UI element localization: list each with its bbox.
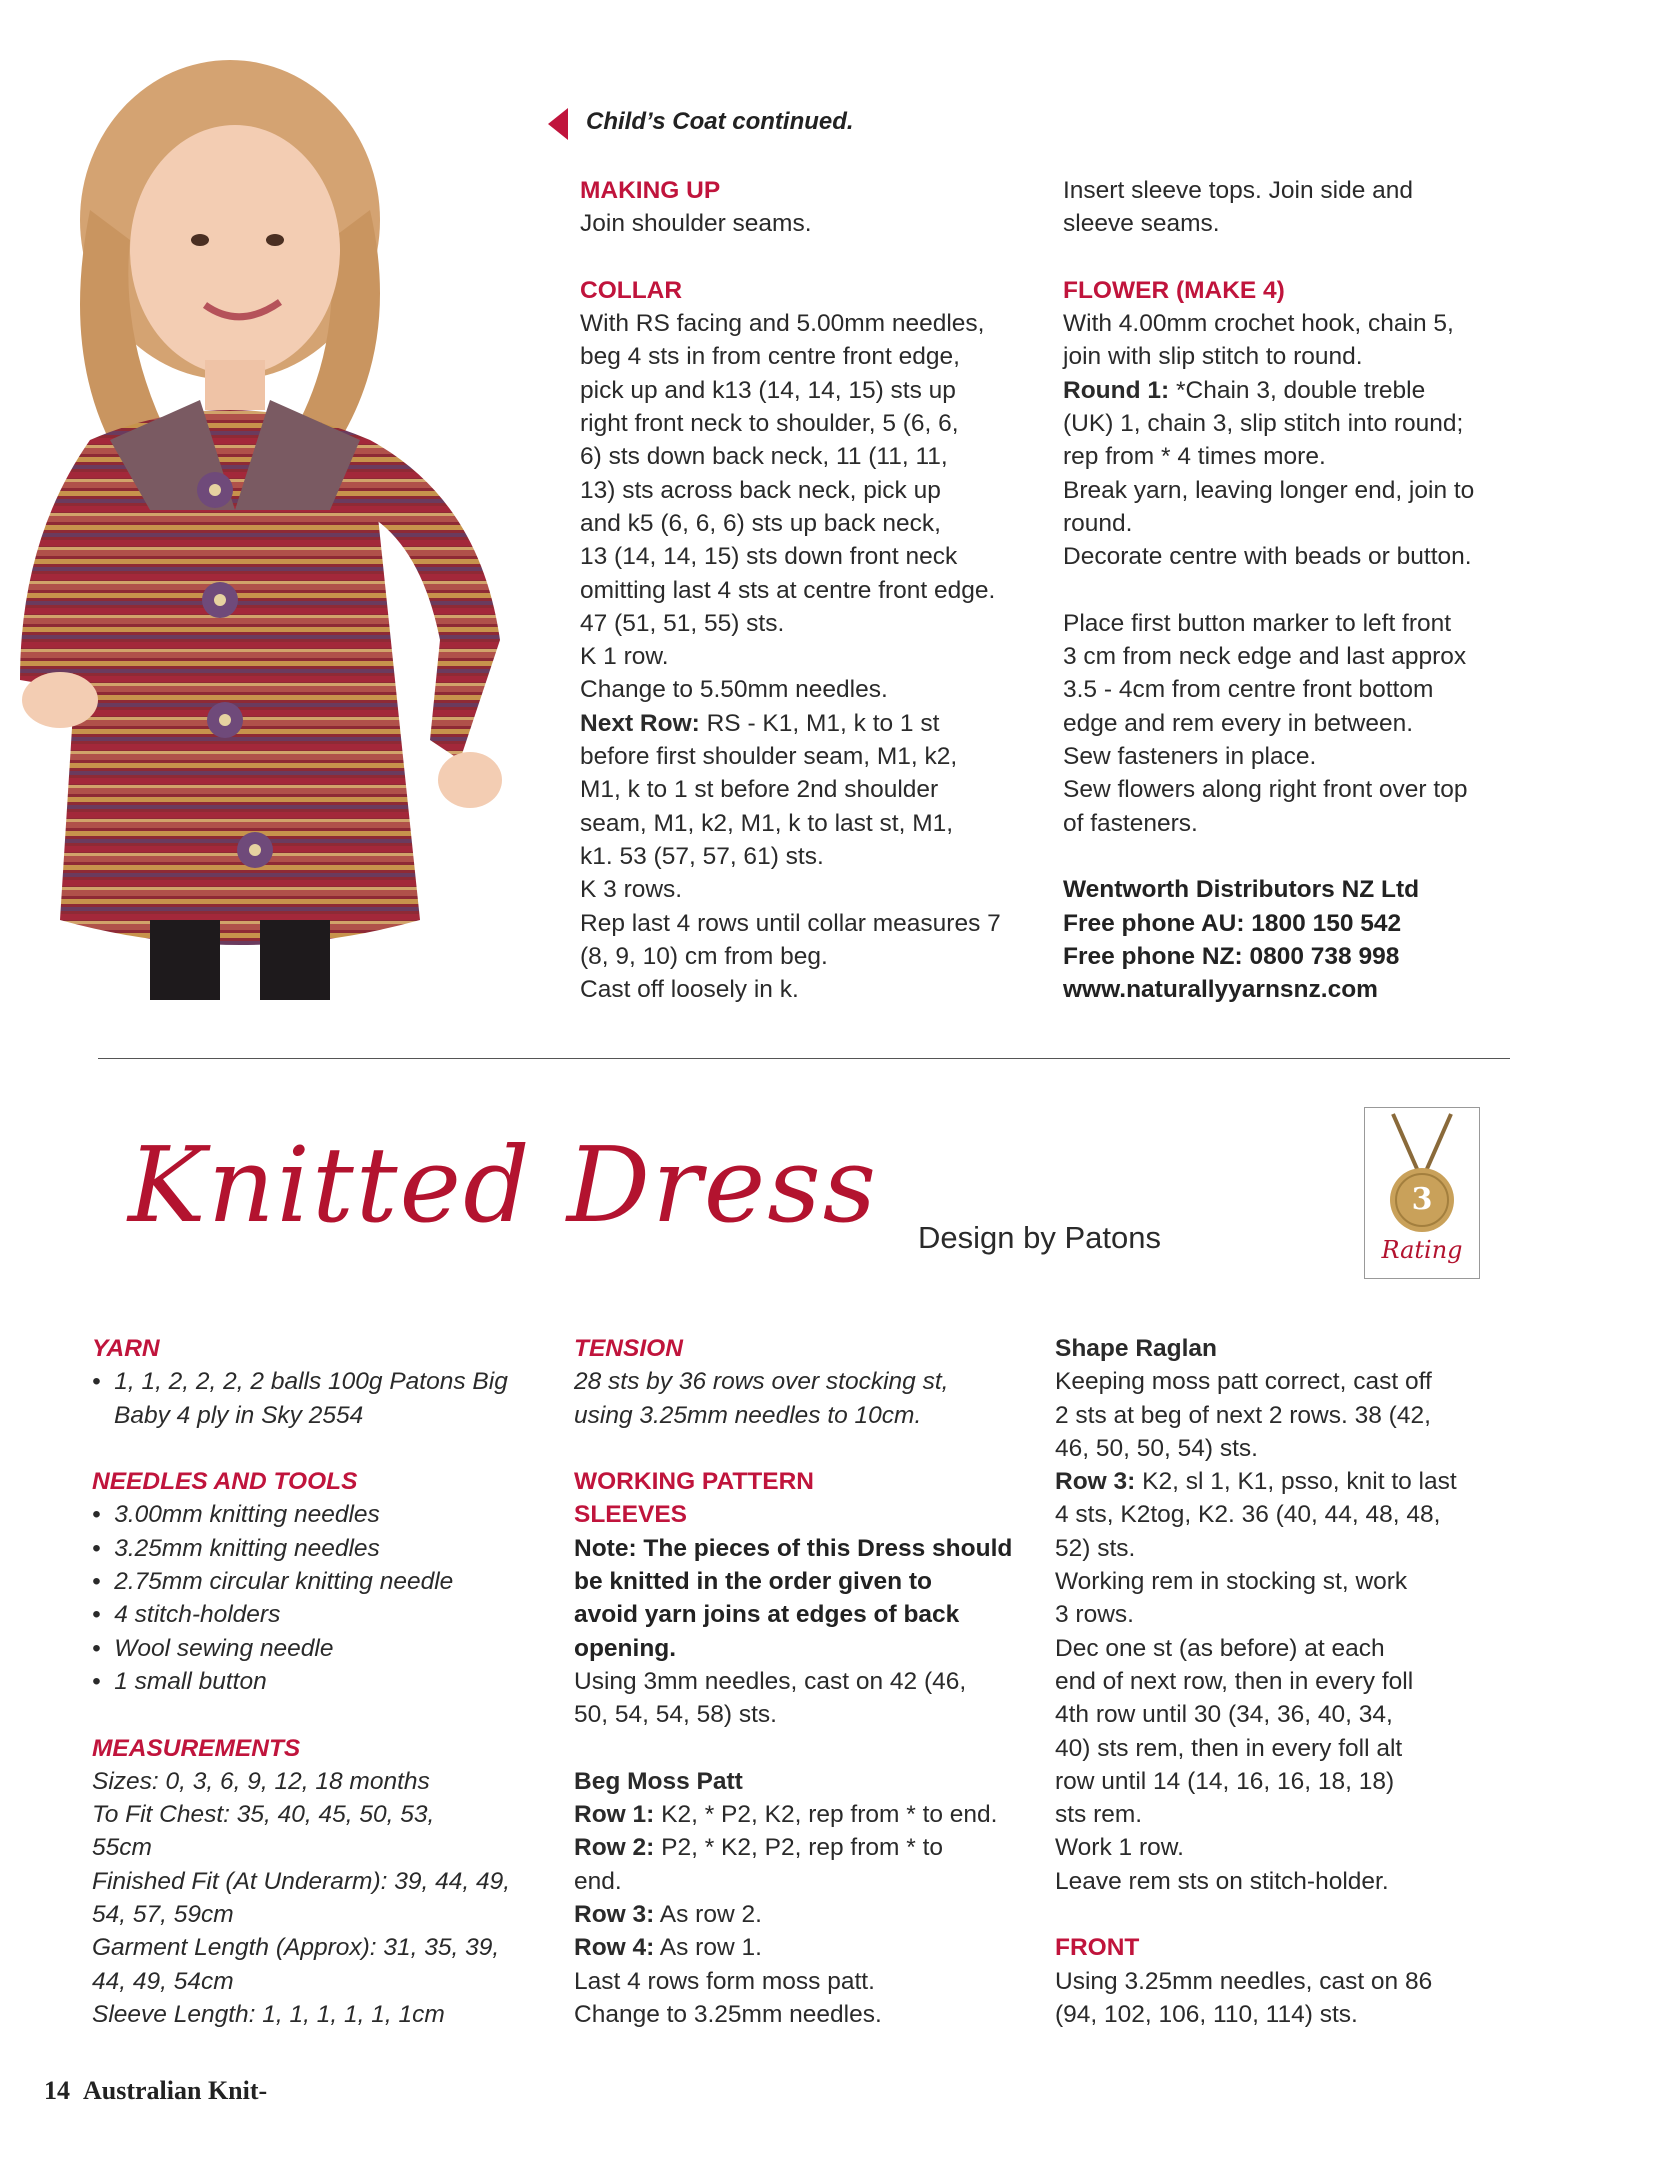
distributor-name: Wentworth Distributors NZ Ltd [1063,876,1420,904]
collar-line: 13) sts across back neck, pick up [580,476,941,504]
distributor-website[interactable]: www.naturallyyarnsnz.com [1063,976,1378,1004]
rating-label: Rating [1381,1236,1463,1264]
collar-line: Cast off loosely in k. [580,976,799,1004]
buttons-line: Sew fasteners in place. [1063,743,1317,771]
front-line: (94, 102, 106, 110, 114) sts. [1055,2000,1358,2028]
measurements-line: Garment Length (Approx): 31, 35, 39, [92,1934,500,1962]
raglan-line: sts rem. [1055,1801,1143,1829]
measurements-line: 55cm [92,1834,152,1862]
front-heading: FRONT [1055,1934,1140,1962]
measurements-heading: MEASUREMENTS [92,1734,301,1762]
raglan-line: Dec one st (as before) at each [1055,1634,1385,1662]
continued-arrow-icon [548,108,568,140]
dress-column-3 [1055,1332,1545,2031]
collar-line: before first shoulder seam, M1, k2, [580,743,958,771]
raglan-line: 52) sts. [1055,1534,1136,1562]
note-line: be knitted in the order given to [574,1568,933,1596]
collar-line: pick up and k13 (14, 14, 15) sts up [580,376,956,404]
rating-number: 3 [1411,1182,1433,1217]
collar-line: 13 (14, 14, 15) sts down front neck [580,543,958,571]
raglan-line: 46, 50, 50, 54) sts. [1055,1434,1258,1462]
buttons-line: 3.5 - 4cm from centre front bottom [1063,676,1434,704]
moss-row-2: Row 2: P2, * K2, P2, rep from * to [574,1834,944,1862]
collar-line: omitting last 4 sts at centre front edge. [580,576,996,604]
flower-line: Decorate centre with beads or button. [1063,543,1472,571]
raglan-line: end of next row, then in every foll [1055,1667,1414,1695]
distributor-phone-au: Free phone AU: 1800 150 542 [1063,909,1402,937]
designer-credit: Design by Patons [918,1220,1161,1255]
measurements-line: Sleeve Length: 1, 1, 1, 1, 1, 1cm [92,2000,445,2028]
round-line: Round 1: *Chain 3, double treble [1063,376,1426,404]
moss-row-3: Row 3: As row 2. [574,1901,762,1929]
moss-end-line: Change to 3.25mm needles. [574,2000,882,2028]
flower-heading: FLOWER (MAKE 4) [1063,276,1285,304]
note-line: Note: The pieces of this Dress should [574,1534,1013,1562]
collar-line: K 1 row. [580,643,669,671]
raglan-row-3: Row 3: K2, sl 1, K1, psso, knit to last [1055,1468,1457,1496]
raglan-line: Working rem in stocking st, work [1055,1568,1408,1596]
cast-line: Using 3mm needles, cast on 42 (46, [574,1667,967,1695]
moss-row-4: Row 4: As row 1. [574,1934,762,1962]
moss-end-line: Last 4 rows form moss patt. [574,1967,875,1995]
raglan-line: 40) sts rem, then in every foll alt [1055,1734,1403,1762]
note-line: opening. [574,1634,677,1662]
working-heading: WORKING PATTERN [574,1468,814,1496]
tension-line: 28 sts by 36 rows over stocking st, [574,1368,949,1396]
raglan-line: 2 sts at beg of next 2 rows. 38 (42, [1055,1401,1431,1429]
flower-line: With 4.00mm crochet hook, chain 5, [1063,310,1454,338]
buttons-line: 3 cm from neck edge and last approx [1063,643,1467,671]
needles-item: • 4 stitch-holders [92,1601,281,1629]
flower-line: round. [1063,509,1133,537]
flower-line: (UK) 1, chain 3, slip stitch into round; [1063,410,1464,438]
round-label: Round 1: [1063,376,1170,404]
next-row-line: Next Row: RS - K1, M1, k to 1 st [580,709,940,737]
measurements-line: Finished Fit (At Underarm): 39, 44, 49, [92,1867,511,1895]
cast-line: 50, 54, 54, 58) sts. [574,1701,777,1729]
note-line: avoid yarn joins at edges of back [574,1601,960,1629]
raglan-line: 4th row until 30 (34, 36, 40, 34, [1055,1701,1393,1729]
raglan-line: 3 rows. [1055,1601,1134,1629]
coat-column-1 [580,174,1040,1006]
collar-line: seam, M1, k2, M1, k to last st, M1, [580,809,954,837]
raglan-line: row until 14 (14, 16, 16, 18, 18) [1055,1767,1395,1795]
collar-line: M1, k to 1 st before 2nd shoulder [580,776,939,804]
raglan-line: Work 1 row. [1055,1834,1184,1862]
flower-line: rep from * 4 times more. [1063,443,1326,471]
collar-line: 6) sts down back neck, 11 (11, 11, [580,443,948,471]
flower-line: join with slip stitch to round. [1063,343,1363,371]
moss-heading: Beg Moss Patt [574,1767,743,1795]
raglan-heading: Shape Raglan [1055,1335,1218,1362]
collar-line: With RS facing and 5.00mm needles, [580,310,985,338]
moss-row-2-cont: end. [574,1867,622,1895]
yarn-item: • 1, 1, 2, 2, 2, 2 balls 100g Patons Big Baby 4 ply in Sky 2554 [92,1368,508,1429]
child-coat-photo [0,40,560,1000]
needles-item: • 3.25mm knitting needles [92,1534,380,1562]
front-line: Using 3.25mm needles, cast on 86 [1055,1967,1433,1995]
continued-label: Child’s Coat continued. [586,108,854,135]
sleeves-line: sleeve seams. [1063,210,1220,238]
rating-yarn-icon [1365,1108,1479,1238]
collar-line: k1. 53 (57, 57, 61) sts. [580,842,824,870]
measurements-line: To Fit Chest: 35, 40, 45, 50, 53, [92,1801,435,1829]
sleeves-heading: SLEEVES [574,1501,688,1529]
collar-line: K 3 rows. [580,876,683,904]
buttons-line: Sew flowers along right front over top [1063,776,1468,804]
measurements-line: 54, 57, 59cm [92,1901,234,1929]
making-up-heading: MAKING UP [580,177,721,204]
publication-name: Australian Knit- [83,2076,268,2105]
dress-title: Knitted Dress [128,1124,879,1246]
needles-item: • Wool sewing needle [92,1634,334,1662]
buttons-line: Place first button marker to left front [1063,609,1452,637]
tension-heading: TENSION [574,1335,683,1362]
collar-line: and k5 (6, 6, 6) sts up back neck, [580,509,941,537]
buttons-line: of fasteners. [1063,809,1198,837]
measurements-line: Sizes: 0, 3, 6, 9, 12, 18 months [92,1767,430,1795]
collar-heading: COLLAR [580,276,683,304]
moss-row-1: Row 1: K2, * P2, K2, rep from * to end. [574,1801,998,1829]
tension-line: using 3.25mm needles to 10cm. [574,1401,922,1429]
coat-column-2 [1063,174,1543,1006]
buttons-line: edge and rem every in between. [1063,709,1414,737]
dress-column-1 [92,1332,552,2031]
making-up-text: Join shoulder seams. [580,210,812,238]
sleeves-line: Insert sleeve tops. Join side and [1063,177,1414,204]
measurements-line: 44, 49, 54cm [92,1967,234,1995]
raglan-line: 4 sts, K2tog, K2. 36 (40, 44, 48, 48, [1055,1501,1441,1529]
needles-item: • 1 small button [92,1667,267,1695]
dress-column-2 [574,1332,1044,2031]
page-number: 14 [44,2076,70,2105]
raglan-line: Keeping moss patt correct, cast off [1055,1368,1432,1396]
yarn-heading: YARN [92,1335,160,1362]
flower-line: Break yarn, leaving longer end, join to [1063,476,1475,504]
collar-line: Change to 5.50mm needles. [580,676,888,704]
next-row-label: Next Row: [580,709,700,737]
page-footer [44,2076,267,2106]
rating-badge [1364,1107,1480,1279]
section-divider [98,1058,1510,1059]
collar-line: right front neck to shoulder, 5 (6, 6, [580,410,959,438]
needles-heading: NEEDLES AND TOOLS [92,1468,358,1496]
collar-line: 47 (51, 51, 55) sts. [580,609,785,637]
collar-line: beg 4 sts in from centre front edge, [580,343,960,371]
distributor-phone-nz: Free phone NZ: 0800 738 998 [1063,942,1400,970]
collar-line: Rep last 4 rows until collar measures 7 [580,909,1001,937]
needles-item: • 2.75mm circular knitting needle [92,1568,454,1596]
needles-item: • 3.00mm knitting needles [92,1501,380,1529]
collar-line: (8, 9, 10) cm from beg. [580,942,828,970]
raglan-line: Leave rem sts on stitch-holder. [1055,1867,1389,1895]
